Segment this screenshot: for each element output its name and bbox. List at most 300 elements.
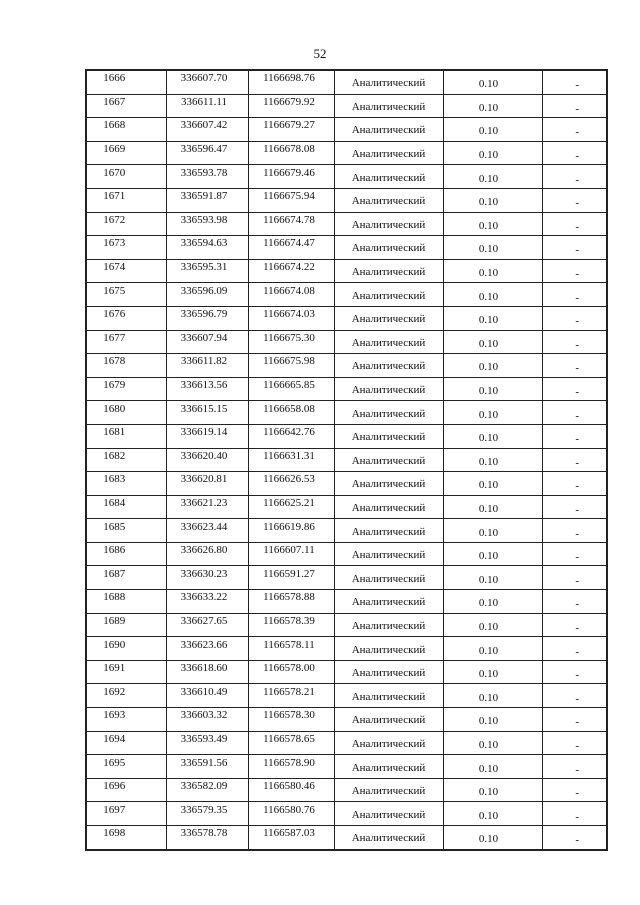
point-number-cell: [86, 542, 166, 566]
cell-text: 1166698.76: [263, 72, 315, 85]
note-cell: [542, 141, 607, 165]
y-coordinate-cell: [248, 401, 334, 425]
cell-text: 1166625.21: [263, 496, 315, 509]
cell-text: -: [575, 268, 580, 281]
table-row: [86, 542, 607, 566]
cell-text: 336595.31: [180, 261, 228, 274]
cell-text: Аналитический: [351, 737, 426, 750]
page-number: 52: [313, 46, 327, 61]
note-cell: [542, 519, 607, 543]
method-cell: [334, 660, 443, 684]
point-number-cell: [86, 259, 166, 283]
table-row: [86, 684, 607, 708]
cell-text: -: [575, 362, 580, 375]
table-row: [86, 377, 607, 401]
cell-text: -: [575, 433, 580, 446]
y-coordinate-cell: [248, 778, 334, 802]
x-coordinate-cell: [166, 306, 248, 330]
cell-text: 1166674.08: [263, 284, 315, 297]
x-coordinate-cell: [166, 802, 248, 826]
method-cell: [334, 590, 443, 614]
cell-text: 336596.09: [180, 284, 228, 297]
cell-text: 0.10: [478, 786, 499, 799]
note-cell: [542, 306, 607, 330]
point-number-cell: [86, 354, 166, 378]
cell-text: 0.10: [478, 479, 499, 492]
table-row: [86, 708, 607, 732]
cell-text: 336607.94: [180, 331, 228, 344]
cell-text: 1166578.90: [263, 756, 315, 769]
x-coordinate-cell: [166, 141, 248, 165]
cell-text: 336611.82: [180, 355, 228, 368]
accuracy-cell: [443, 731, 542, 755]
x-coordinate-cell: [166, 613, 248, 637]
point-number-cell: [86, 283, 166, 307]
cell-text: 1166678.08: [263, 143, 315, 156]
cell-text: 0.10: [478, 149, 499, 162]
y-coordinate-cell: [248, 259, 334, 283]
cell-text: 0.10: [478, 573, 499, 586]
point-number-cell: [86, 401, 166, 425]
x-coordinate-cell: [166, 472, 248, 496]
cell-text: 336619.14: [180, 426, 228, 439]
cell-text: -: [575, 102, 580, 115]
method-cell: [334, 424, 443, 448]
cell-text: 336582.09: [180, 780, 228, 793]
cell-text: Аналитический: [351, 218, 426, 231]
x-coordinate-cell: [166, 448, 248, 472]
cell-text: 1166665.85: [263, 379, 315, 392]
cell-text: Аналитический: [351, 77, 426, 90]
table-row: [86, 70, 607, 94]
cell-text: 1675: [103, 284, 126, 297]
cell-text: Аналитический: [351, 454, 426, 467]
cell-text: 1166578.21: [263, 685, 315, 698]
table-row: [86, 283, 607, 307]
cell-text: 1166578.30: [263, 709, 315, 722]
coordinates-table: [85, 69, 608, 851]
accuracy-cell: [443, 377, 542, 401]
y-coordinate-cell: [248, 330, 334, 354]
point-number-cell: [86, 118, 166, 142]
cell-text: 1166675.94: [263, 190, 315, 203]
note-cell: [542, 731, 607, 755]
accuracy-cell: [443, 259, 542, 283]
cell-text: -: [575, 834, 580, 847]
cell-text: 1679: [103, 379, 126, 392]
method-cell: [334, 519, 443, 543]
cell-text: 1166580.46: [263, 780, 315, 793]
cell-text: Аналитический: [351, 619, 426, 632]
cell-text: Аналитический: [351, 289, 426, 302]
cell-text: 0.10: [478, 526, 499, 539]
point-number-cell: [86, 684, 166, 708]
x-coordinate-cell: [166, 70, 248, 94]
table-row: [86, 731, 607, 755]
cell-text: Аналитический: [351, 313, 426, 326]
cell-text: 1166578.00: [263, 662, 315, 675]
note-cell: [542, 637, 607, 661]
cell-text: 0.10: [478, 809, 499, 822]
point-number-cell: [86, 94, 166, 118]
table-row: [86, 802, 607, 826]
cell-text: 0.10: [478, 385, 499, 398]
cell-text: 1166675.98: [263, 355, 315, 368]
cell-text: 1680: [103, 402, 126, 415]
cell-text: 0.10: [478, 502, 499, 515]
note-cell: [542, 70, 607, 94]
accuracy-cell: [443, 283, 542, 307]
cell-text: 0.10: [478, 455, 499, 468]
point-number-cell: [86, 330, 166, 354]
table-row: [86, 495, 607, 519]
accuracy-cell: [443, 519, 542, 543]
note-cell: [542, 188, 607, 212]
table-row: [86, 354, 607, 378]
method-cell: [334, 377, 443, 401]
cell-text: 336591.87: [180, 190, 228, 203]
cell-text: 0.10: [478, 432, 499, 445]
cell-text: 336613.56: [180, 379, 228, 392]
cell-text: 336578.78: [180, 827, 228, 840]
cell-text: 1166587.03: [263, 827, 315, 840]
accuracy-cell: [443, 778, 542, 802]
y-coordinate-cell: [248, 165, 334, 189]
cell-text: 336615.15: [180, 402, 228, 415]
y-coordinate-cell: [248, 519, 334, 543]
y-coordinate-cell: [248, 637, 334, 661]
x-coordinate-cell: [166, 424, 248, 448]
y-coordinate-cell: [248, 306, 334, 330]
x-coordinate-cell: [166, 542, 248, 566]
note-cell: [542, 236, 607, 260]
cell-text: 1669: [103, 143, 126, 156]
cell-text: 0.10: [478, 267, 499, 280]
y-coordinate-cell: [248, 542, 334, 566]
method-cell: [334, 306, 443, 330]
cell-text: 0.10: [478, 408, 499, 421]
point-number-cell: [86, 236, 166, 260]
cell-text: 1687: [103, 567, 126, 580]
cell-text: Аналитический: [351, 336, 426, 349]
note-cell: [542, 354, 607, 378]
point-number-cell: [86, 188, 166, 212]
point-number-cell: [86, 472, 166, 496]
cell-text: 336620.40: [180, 449, 228, 462]
note-cell: [542, 165, 607, 189]
cell-text: 1166675.30: [263, 331, 315, 344]
cell-text: 1166674.22: [263, 261, 315, 274]
cell-text: -: [575, 669, 580, 682]
cell-text: 336579.35: [180, 803, 228, 816]
point-number-cell: [86, 590, 166, 614]
cell-text: -: [575, 480, 580, 493]
cell-text: 0.10: [478, 620, 499, 633]
table-row: [86, 118, 607, 142]
table-row: [86, 826, 607, 850]
cell-text: Аналитический: [351, 360, 426, 373]
accuracy-cell: [443, 236, 542, 260]
note-cell: [542, 330, 607, 354]
cell-text: 1166607.11: [263, 544, 315, 557]
x-coordinate-cell: [166, 495, 248, 519]
cell-text: -: [575, 173, 580, 186]
accuracy-cell: [443, 448, 542, 472]
cell-text: Аналитический: [351, 100, 426, 113]
method-cell: [334, 708, 443, 732]
x-coordinate-cell: [166, 660, 248, 684]
method-cell: [334, 495, 443, 519]
cell-text: -: [575, 810, 580, 823]
note-cell: [542, 448, 607, 472]
note-cell: [542, 118, 607, 142]
point-number-cell: [86, 566, 166, 590]
note-cell: [542, 613, 607, 637]
cell-text: 0.10: [478, 361, 499, 374]
cell-text: 0.10: [478, 644, 499, 657]
cell-text: -: [575, 338, 580, 351]
cell-text: 0.10: [478, 219, 499, 232]
y-coordinate-cell: [248, 684, 334, 708]
accuracy-cell: [443, 590, 542, 614]
cell-text: Аналитический: [351, 478, 426, 491]
cell-text: 1166642.76: [263, 426, 315, 439]
cell-text: 1693: [103, 709, 126, 722]
note-cell: [542, 708, 607, 732]
cell-text: Аналитический: [351, 171, 426, 184]
cell-text: Аналитический: [351, 195, 426, 208]
accuracy-cell: [443, 141, 542, 165]
note-cell: [542, 778, 607, 802]
cell-text: 1691: [103, 662, 126, 675]
method-cell: [334, 472, 443, 496]
point-number-cell: [86, 613, 166, 637]
cell-text: 0.10: [478, 738, 499, 751]
table-row: [86, 660, 607, 684]
cell-text: 1672: [103, 213, 126, 226]
note-cell: [542, 472, 607, 496]
x-coordinate-cell: [166, 590, 248, 614]
cell-text: Аналитический: [351, 148, 426, 161]
accuracy-cell: [443, 188, 542, 212]
y-coordinate-cell: [248, 708, 334, 732]
method-cell: [334, 330, 443, 354]
cell-text: -: [575, 621, 580, 634]
x-coordinate-cell: [166, 731, 248, 755]
cell-text: -: [575, 244, 580, 257]
cell-text: 336607.70: [180, 72, 228, 85]
cell-text: 1166578.11: [263, 638, 315, 651]
accuracy-cell: [443, 401, 542, 425]
table-row: [86, 590, 607, 614]
cell-text: -: [575, 220, 580, 233]
point-number-cell: [86, 448, 166, 472]
cell-text: 1673: [103, 237, 126, 250]
cell-text: 1692: [103, 685, 126, 698]
accuracy-cell: [443, 613, 542, 637]
point-number-cell: [86, 660, 166, 684]
method-cell: [334, 826, 443, 850]
point-number-cell: [86, 306, 166, 330]
note-cell: [542, 424, 607, 448]
cell-text: 336593.78: [180, 166, 228, 179]
method-cell: [334, 731, 443, 755]
cell-text: 1697: [103, 803, 126, 816]
accuracy-cell: [443, 70, 542, 94]
cell-text: 0.10: [478, 290, 499, 303]
cell-text: -: [575, 409, 580, 422]
method-cell: [334, 755, 443, 779]
cell-text: 1166631.31: [263, 449, 315, 462]
cell-text: 336626.80: [180, 544, 228, 557]
cell-text: Аналитический: [351, 549, 426, 562]
cell-text: 1166679.27: [263, 119, 315, 132]
method-cell: [334, 259, 443, 283]
cell-text: 1683: [103, 473, 126, 486]
table-row: [86, 212, 607, 236]
cell-text: Аналитический: [351, 242, 426, 255]
table-row: [86, 472, 607, 496]
method-cell: [334, 802, 443, 826]
accuracy-cell: [443, 566, 542, 590]
table-row: [86, 566, 607, 590]
x-coordinate-cell: [166, 259, 248, 283]
point-number-cell: [86, 637, 166, 661]
y-coordinate-cell: [248, 590, 334, 614]
accuracy-cell: [443, 306, 542, 330]
note-cell: [542, 401, 607, 425]
cell-text: Аналитический: [351, 761, 426, 774]
cell-text: 336621.23: [180, 496, 228, 509]
cell-text: 1671: [103, 190, 126, 203]
cell-text: 1166679.92: [263, 95, 315, 108]
cell-text: 1166580.76: [263, 803, 315, 816]
cell-text: -: [575, 456, 580, 469]
accuracy-cell: [443, 708, 542, 732]
point-number-cell: [86, 70, 166, 94]
cell-text: 336593.98: [180, 213, 228, 226]
cell-text: Аналитический: [351, 785, 426, 798]
cell-text: 1668: [103, 119, 126, 132]
cell-text: -: [575, 763, 580, 776]
method-cell: [334, 448, 443, 472]
cell-text: 336593.49: [180, 732, 228, 745]
method-cell: [334, 283, 443, 307]
table-row: [86, 424, 607, 448]
note-cell: [542, 377, 607, 401]
cell-text: Аналитический: [351, 124, 426, 137]
cell-text: 0.10: [478, 691, 499, 704]
table-row: [86, 519, 607, 543]
y-coordinate-cell: [248, 283, 334, 307]
x-coordinate-cell: [166, 684, 248, 708]
cell-text: 1666: [103, 72, 126, 85]
method-cell: [334, 70, 443, 94]
x-coordinate-cell: [166, 283, 248, 307]
cell-text: Аналитический: [351, 808, 426, 821]
cell-text: Аналитический: [351, 431, 426, 444]
cell-text: 1685: [103, 520, 126, 533]
cell-text: -: [575, 716, 580, 729]
cell-text: 1682: [103, 449, 126, 462]
cell-text: 0.10: [478, 550, 499, 563]
x-coordinate-cell: [166, 94, 248, 118]
cell-text: -: [575, 598, 580, 611]
cell-text: Аналитический: [351, 407, 426, 420]
cell-text: -: [575, 291, 580, 304]
cell-text: 336623.66: [180, 638, 228, 651]
accuracy-cell: [443, 802, 542, 826]
accuracy-cell: [443, 212, 542, 236]
y-coordinate-cell: [248, 70, 334, 94]
cell-text: 1166619.86: [263, 520, 315, 533]
point-number-cell: [86, 755, 166, 779]
cell-text: 336603.32: [180, 709, 228, 722]
cell-text: -: [575, 739, 580, 752]
method-cell: [334, 401, 443, 425]
note-cell: [542, 590, 607, 614]
cell-text: 1166626.53: [263, 473, 315, 486]
cell-text: 1690: [103, 638, 126, 651]
accuracy-cell: [443, 542, 542, 566]
cell-text: Аналитический: [351, 690, 426, 703]
cell-text: 1688: [103, 591, 126, 604]
x-coordinate-cell: [166, 778, 248, 802]
y-coordinate-cell: [248, 802, 334, 826]
cell-text: Аналитический: [351, 832, 426, 845]
cell-text: Аналитический: [351, 667, 426, 680]
y-coordinate-cell: [248, 118, 334, 142]
cell-text: 0.10: [478, 196, 499, 209]
y-coordinate-cell: [248, 566, 334, 590]
accuracy-cell: [443, 755, 542, 779]
y-coordinate-cell: [248, 448, 334, 472]
point-number-cell: [86, 165, 166, 189]
table-row: [86, 94, 607, 118]
method-cell: [334, 165, 443, 189]
cell-text: 0.10: [478, 125, 499, 138]
cell-text: 1670: [103, 166, 126, 179]
cell-text: 1166674.03: [263, 308, 315, 321]
cell-text: 0.10: [478, 597, 499, 610]
x-coordinate-cell: [166, 401, 248, 425]
cell-text: 1667: [103, 95, 126, 108]
cell-text: 1696: [103, 780, 126, 793]
cell-text: 1166658.08: [263, 402, 315, 415]
cell-text: 0.10: [478, 243, 499, 256]
cell-text: 1166679.46: [263, 166, 315, 179]
cell-text: 1166578.65: [263, 732, 315, 745]
y-coordinate-cell: [248, 495, 334, 519]
cell-text: -: [575, 645, 580, 658]
method-cell: [334, 236, 443, 260]
y-coordinate-cell: [248, 731, 334, 755]
accuracy-cell: [443, 495, 542, 519]
accuracy-cell: [443, 330, 542, 354]
cell-text: 1694: [103, 732, 126, 745]
point-number-cell: [86, 212, 166, 236]
cell-text: Аналитический: [351, 643, 426, 656]
cell-text: -: [575, 79, 580, 92]
x-coordinate-cell: [166, 118, 248, 142]
note-cell: [542, 826, 607, 850]
cell-text: 1698: [103, 827, 126, 840]
x-coordinate-cell: [166, 637, 248, 661]
note-cell: [542, 566, 607, 590]
x-coordinate-cell: [166, 566, 248, 590]
cell-text: Аналитический: [351, 384, 426, 397]
cell-text: 1686: [103, 544, 126, 557]
